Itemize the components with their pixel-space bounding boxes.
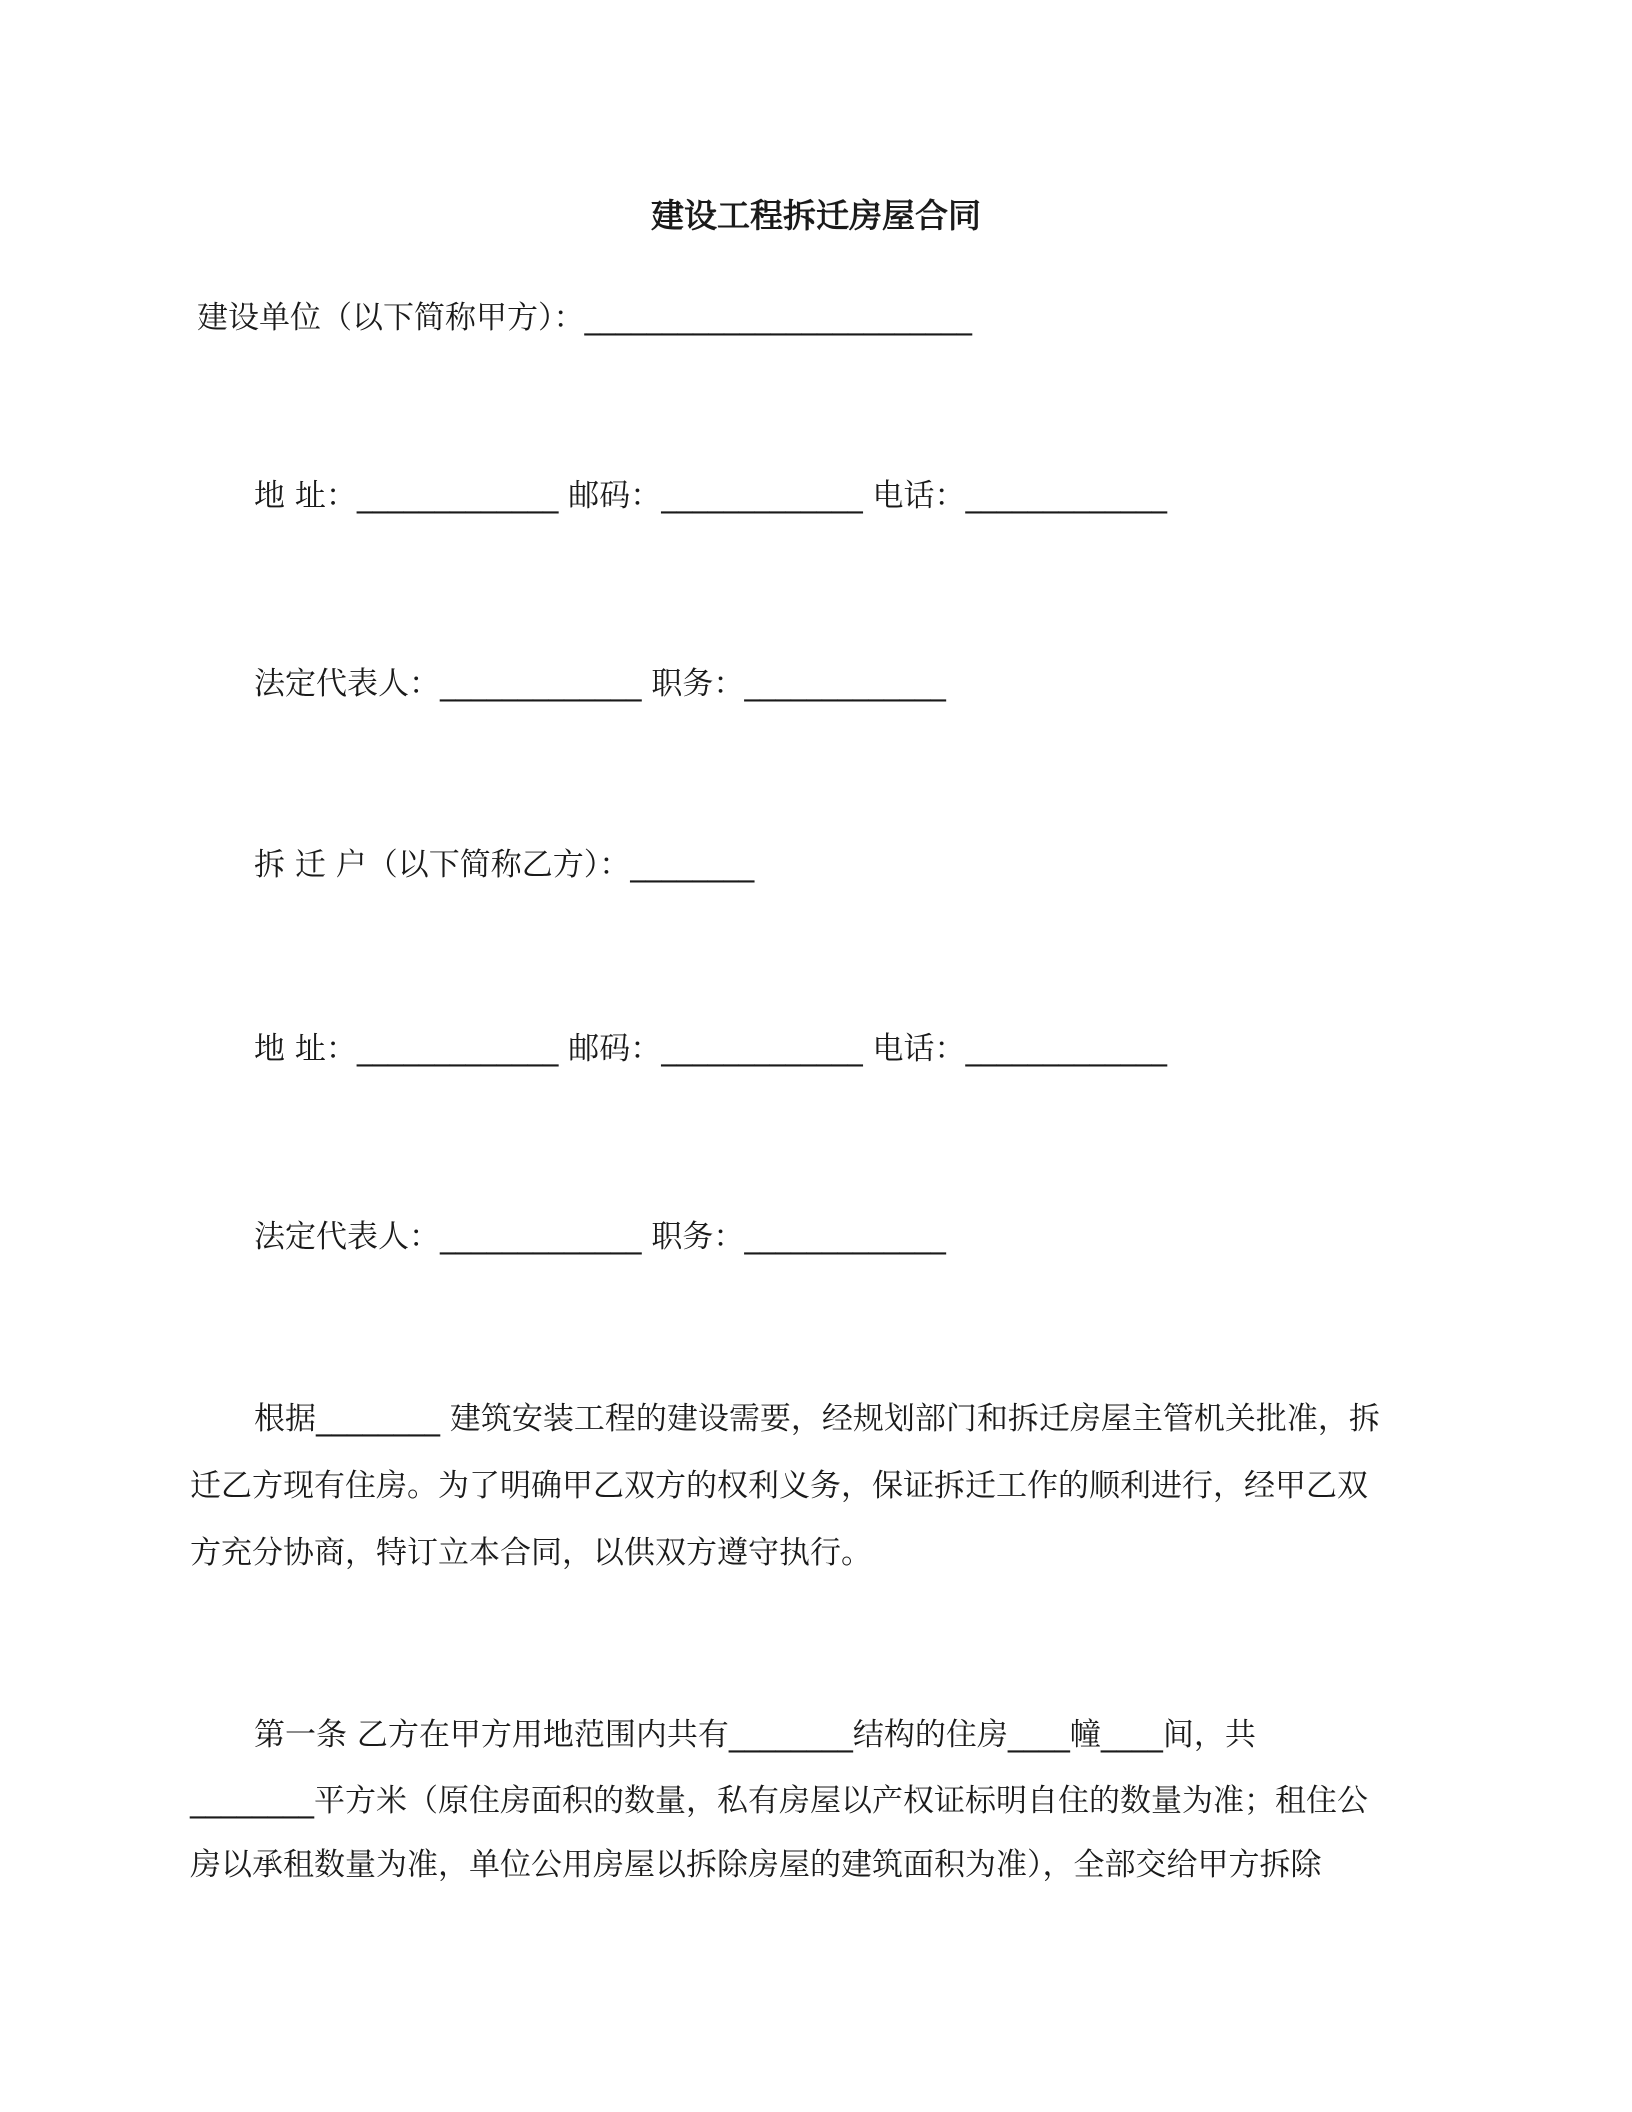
article-1-line-1: 第一条 乙方在甲方用地范围内共有________结构的住房____幢____间，共 [254, 1717, 1256, 1753]
article-1-line-2: ________平方米（原住房面积的数量，私有房屋以产权证标明自住的数量为准；租住公 [190, 1783, 1368, 1819]
party-b-representative-line: 法定代表人：_____________ 职务：_____________ [254, 1219, 946, 1255]
party-a-name-line: 建设单位（以下简称甲方）：_________________________ [197, 300, 972, 336]
preamble-line-2: 迁乙方现有住房。为了明确甲乙双方的权利义务，保证拆迁工作的顺利进行，经甲乙双 [190, 1468, 1368, 1504]
party-b-address-line: 地 址：_____________ 邮码：_____________ 电话：_____________ [254, 1031, 1168, 1067]
party-a-representative-line: 法定代表人：_____________ 职务：_____________ [254, 666, 946, 702]
preamble-line-1: 根据________ 建筑安装工程的建设需要，经规划部门和拆迁房屋主管机关批准，拆 [254, 1401, 1380, 1437]
article-1-line-3: 房以承租数量为准，单位公用房屋以拆除房屋的建筑面积为准），全部交给甲方拆除 [190, 1847, 1322, 1883]
party-a-address-line: 地 址：_____________ 邮码：_____________ 电话：_____________ [254, 478, 1168, 514]
preamble-line-3: 方充分协商，特订立本合同，以供双方遵守执行。 [190, 1535, 872, 1571]
party-b-name-line: 拆 迁 户（以下简称乙方）：________ [254, 847, 755, 883]
document-title: 建设工程拆迁房屋合同 [651, 196, 981, 235]
